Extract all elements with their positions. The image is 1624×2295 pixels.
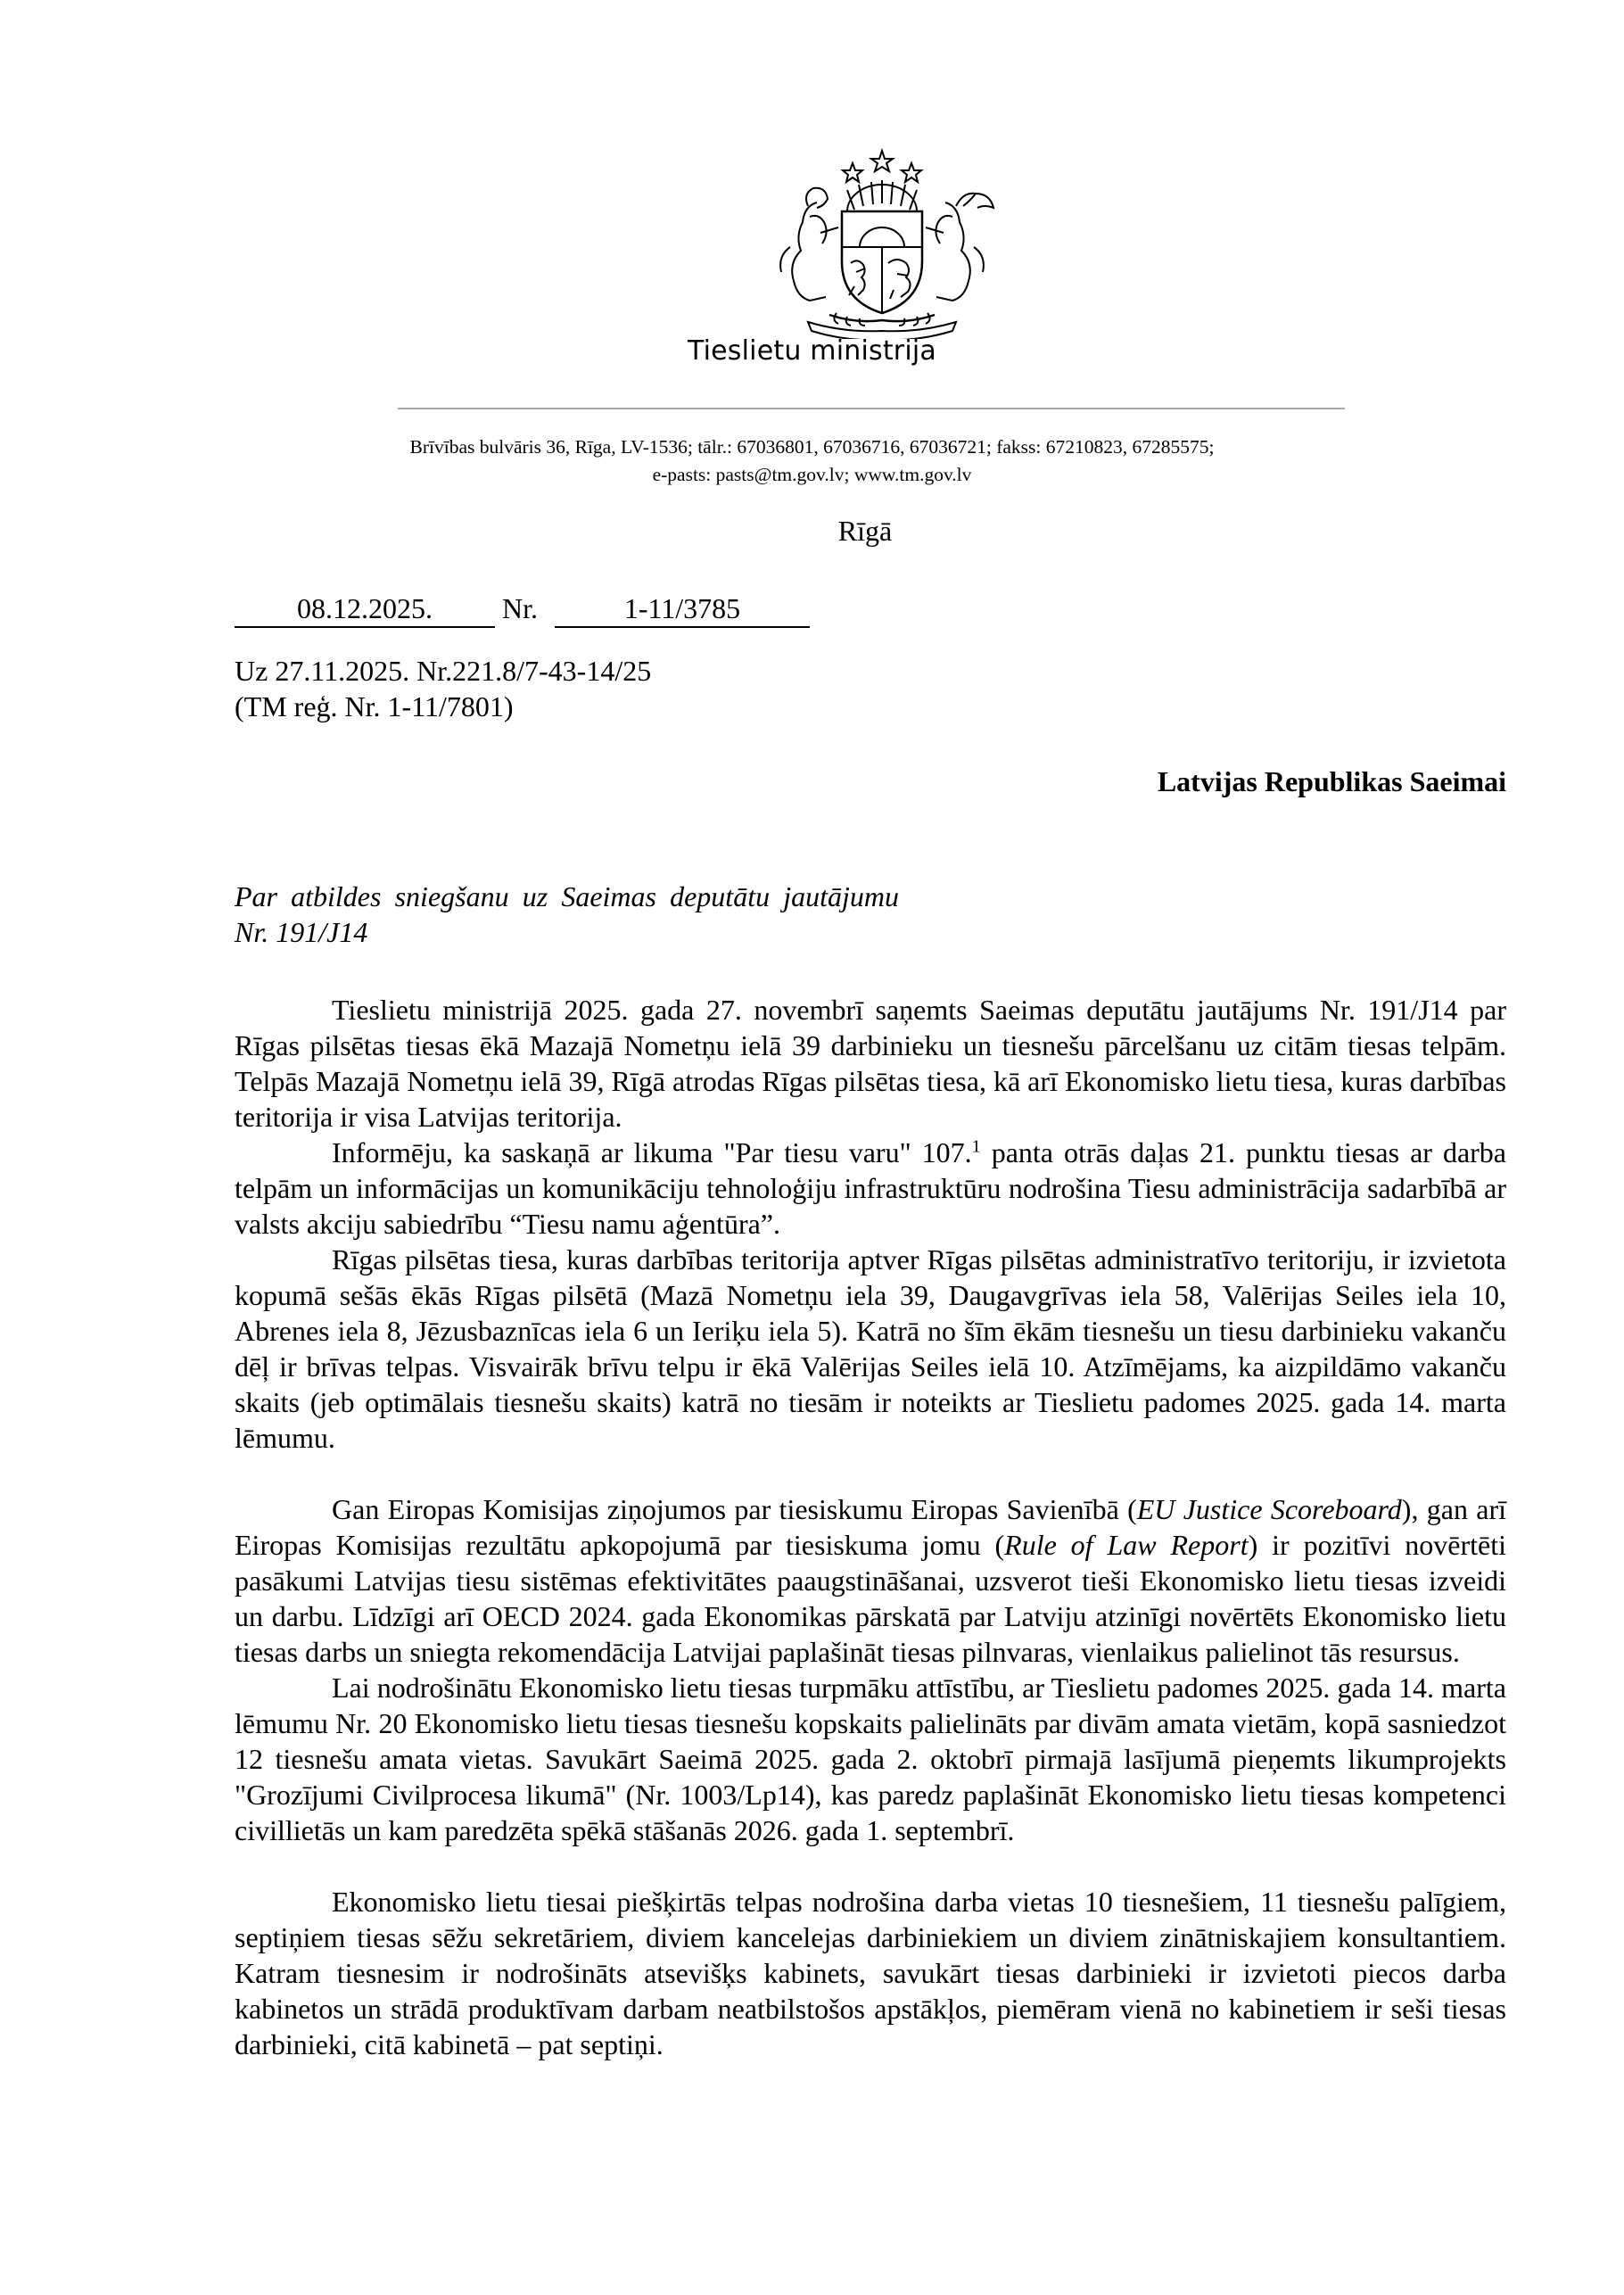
document-number: 1-11/3785	[555, 590, 810, 628]
letterhead-divider	[398, 408, 1345, 409]
addressee: Latvijas Republikas Saeimai	[1157, 765, 1506, 797]
ministry-address	[0, 433, 1624, 489]
reference-line: Uz 27.11.2025. Nr.221.8/7-43-14/25	[235, 655, 652, 687]
paragraph	[235, 1135, 1506, 1242]
ministry-name: Tieslietu ministrija	[688, 335, 936, 367]
paragraph: Tieslietu ministrijā 2025. gada 27. novembrī saņemts Saeimas deputātu jautājums Nr. 191/J14 par Rīgas pilsētas tiesas ēkā Mazajā Nometņu ielā 39 darbinieku un tiesnešu pārcelšanu uz citām tiesas telpām. Telpās Mazajā Nometņu ielā 39, Rīgā atrodas Rīgas pilsētas tiesa, kā arī Ekonomisko lietu tiesa, kuras darbības teritorija ir visa Latvijas teritorija.	[235, 994, 1506, 1133]
place-of-issue: Rīgā	[837, 515, 893, 547]
paragraph-text: Gan Eiropas Komisijas ziņojumos par tiesiskumu Eiropas Savienībā (	[332, 1493, 1137, 1525]
emphasis-text: EU Justice Scoreboard	[1136, 1493, 1402, 1525]
paragraph-text: ) ir pozitīvi novērtēti pasākumi Latvijas tiesu sistēmas efektivitātes paaugstināšanai, uzsverot tieši Ekonomisko lietu tiesas izveidi un darbu. Līdzīgi arī OECD 2024. gada Ekonomikas pārskatā par Latviju atzinīgi novērtēts Ekonomisko lietu tiesas darbs un sniegta rekomendācija Latvijai paplašināt tiesas pilnvaras, vienlaikus palielinot tās resursus.	[235, 1529, 1507, 1668]
paragraph-text: Informēju, ka saskaņā ar likuma "Par tiesu varu" 107.	[332, 1136, 972, 1168]
paragraph: Ekonomisko lietu tiesai piešķirtās telpas nodrošina darba vietas 10 tiesnešiem, 11 tiesnešu palīgiem, septiņiem tiesas sēžu sekretāriem, diviem kancelejas darbiniekiem un diviem zinātniskajiem konsultantiem. Katram tiesnesim ir nodrošināts atsevišķs kabinets, savukārt tiesas darbinieki ir izvietoti piecos darba kabinetos un strādā produktīvam darbam neatbilstošos apstākļos, piemēram vienā no kabinetiem ir seši tiesas darbinieki, citā kabinetā – pat septiņi.	[235, 1886, 1506, 2060]
coat-of-arms-emblem	[754, 147, 1010, 339]
letter-body	[235, 992, 1506, 2062]
contact-line: e-pasts: pasts@tm.gov.lv; www.tm.gov.lv	[652, 464, 972, 485]
paragraph	[235, 1491, 1506, 1670]
paragraph: Lai nodrošinātu Ekonomisko lietu tiesas turpmāku attīstību, ar Tieslietu padomes 2025. gada 14. marta lēmumu Nr. 20 Ekonomisko lietu tiesas tiesnešu kopskaits palielināts par divām amata vietām, kopā sasniedzot 12 tiesnešu amata vietas. Savukārt Saeimā 2025. gada 2. oktobrī pirmajā lasījumā pieņemts likumprojekts "Grozījumi Civilprocesa likumā" (Nr. 1003/Lp14), kas paredz paplašināt Ekonomisko lietu tiesas kompetenci civillietās un kam paredzēta spēkā stāšanās 2026. gada 1. septembrī.	[235, 1672, 1506, 1846]
document-date: 08.12.2025.	[235, 590, 495, 628]
article-superscript: 1	[971, 1136, 981, 1157]
paragraph-text: ), gan arī Eiropas Komisijas rezultātu apkopojumā par tiesiskuma jomu (	[235, 1493, 1506, 1561]
address-line: Brīvības bulvāris 36, Rīga, LV-1536; tālr.: 67036801, 67036716, 67036721; fakss: 67210823, 67285575;	[409, 436, 1215, 458]
registration-reference: (TM reģ. Nr. 1-11/7801)	[235, 690, 514, 722]
emphasis-text: Rule of Law Report	[1004, 1529, 1249, 1561]
letter-subject: Par atbildes sniegšanu uz Saeimas deputātu jautājumu Nr. 191/J14	[235, 880, 899, 948]
document-number-label: Nr.	[502, 592, 538, 624]
paragraph: Rīgas pilsētas tiesa, kuras darbības teritorija aptver Rīgas pilsētas administratīvo teritoriju, ir izvietota kopumā sešās ēkās Rīgas pilsētā (Mazā Nometņu iela 39, Daugavgrīvas iela 58, Valērijas Seiles iela 10, Abrenes iela 8, Jēzusbaznīcas iela 6 un Ieriķu iela 5). Katrā no šīm ēkām tiesnešu un tiesu darbinieku vakanču dēļ ir brīvas telpas. Visvairāk brīvu telpu ir ēkā Valērijas Seiles ielā 10. Atzīmējams, ka aizpildāmo vakanču skaits (jeb optimālais tiesnešu skaits) katrā no tiesām ir noteikts ar Tieslietu padomes 2025. gada 14. marta lēmumu.	[235, 1243, 1506, 1454]
paragraph-text: panta otrās daļas 21. punktu tiesas ar darba telpām un informācijas un komunikāciju tehnoloģiju infrastruktūru nodrošina Tiesu administrācija sadarbībā ar valsts akciju sabiedrību “Tiesu namu aģentūra”.	[235, 1136, 1507, 1240]
